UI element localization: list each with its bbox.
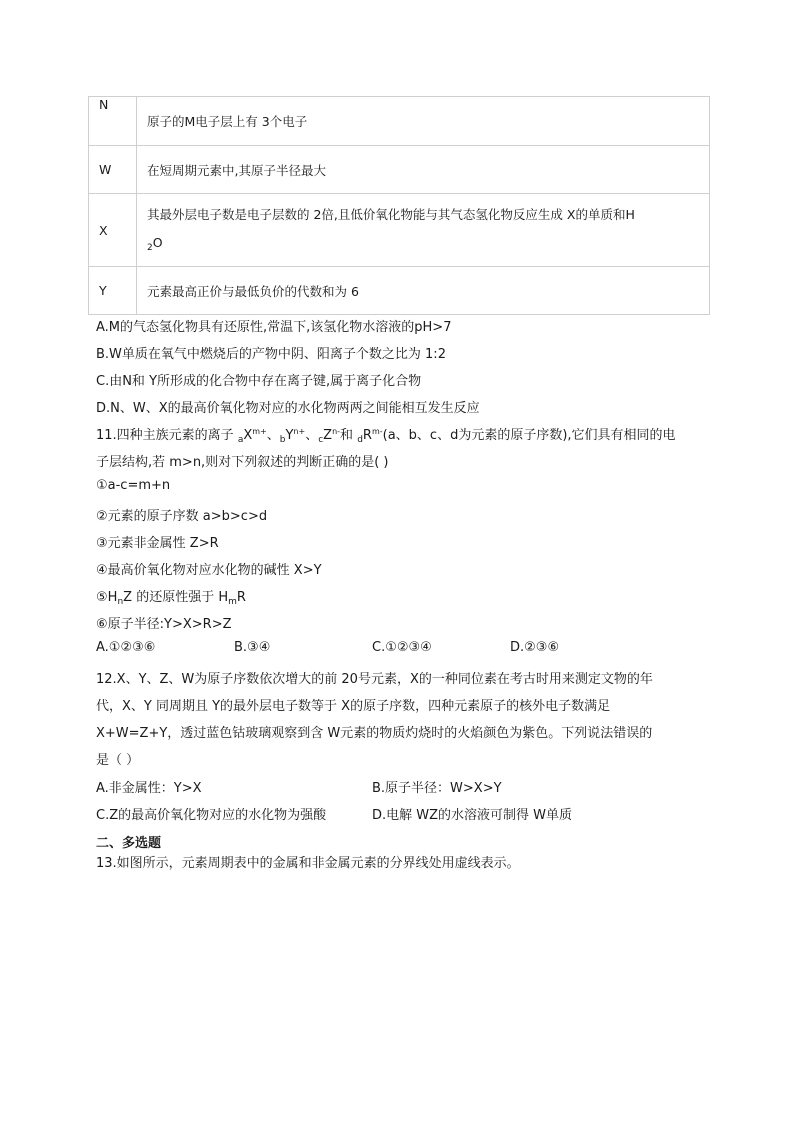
q11-option-c: C.①②③④	[372, 640, 432, 655]
q12-option-a: A.非金属性：Y>X	[96, 781, 202, 796]
q11-statement-6: ⑥原子半径:Y>X>R>Z	[96, 617, 232, 632]
table-row	[89, 97, 710, 146]
q10-option-c: C.由N和 Y所形成的化合物中存在离子键,属于离子化合物	[96, 374, 422, 389]
q11-statement-4: ④最高价氧化物对应水化物的碱性 X>Y	[96, 563, 322, 578]
q11-statement-5: $⑤H_nZ$ 的还原性强于 $H_mR$	[96, 590, 246, 607]
table-row	[89, 146, 710, 194]
q12-option-b: B.原子半径：W>X>Y	[372, 781, 502, 796]
q11-stem-line1: 11.四种主族元素的离子 $_aX^{m+}$、$_bY^{n+}$、$_cZ^{n-}$和 $_dR^{m-}(a$、b、c、d为元素的原子序数),它们具有相同的电	[96, 427, 676, 445]
q10-option-d: D.N、W、X的最高价氧化物对应的水化物两两之间能相互发生反应	[96, 401, 480, 416]
q11-option-b: B.③④	[234, 640, 271, 655]
q11-option-d: D.②③⑥	[510, 640, 560, 655]
element-info-table	[88, 96, 710, 315]
element-description: 元素最高正价与最低负价的代数和为 6	[137, 267, 710, 315]
q12-stem-line3: X+W=Z+Y，透过蓝色钴玻璃观察到含 W元素的物质灼烧时的火焰颜色为紫色。下列说法错误的	[96, 726, 653, 741]
q10-option-a: A.M的气态氢化物具有还原性,常温下,该氢化物水溶液的pH>7	[96, 320, 452, 335]
q12-option-c: C.Z的最高价氧化物对应的水化物为强酸	[96, 808, 327, 823]
element-description: 在短周期元素中,其原子半径最大	[137, 146, 710, 194]
table-row	[89, 267, 710, 315]
element-symbol: Y	[89, 267, 137, 315]
q12-stem-line2: 代，X、Y 同周期且 Y的最外层电子数等于 X的原子序数，四种元素原子的核外电子数满足	[96, 699, 611, 714]
element-description: 其最外层电子数是电子层数的 2倍,且低价氧化物能与其气态氢化物反应生成 X的单质和H $_2$O	[137, 194, 710, 267]
q11-statement-1: ①a-c=m+n	[96, 478, 171, 493]
table-row	[89, 194, 710, 267]
element-symbol: W	[89, 146, 137, 194]
q12-stem-line1: 12.X、Y、Z、W为原子序数依次增大的前 20号元素，X的一种同位素在考古时用来测定文物的年	[96, 672, 653, 687]
q12-option-d: D.电解 WZ的水溶液可制得 W单质	[372, 808, 573, 823]
q13-stem: 13.如图所示，元素周期表中的金属和非金属元素的分界线处用虚线表示。	[96, 856, 520, 871]
q11-option-a: A.①②③⑥	[96, 640, 156, 655]
q11-stem-line2: 子层结构,若 m>n,则对下列叙述的判断正确的是( )	[96, 455, 389, 470]
element-description: 原子的M电子层上有 3个电子	[137, 97, 710, 146]
q12-stem-line4: 是（ ）	[96, 753, 140, 768]
element-symbol: N	[89, 97, 137, 146]
q10-option-b: B.W单质在氧气中燃烧后的产物中阴、阳离子个数之比为 1:2	[96, 347, 446, 362]
q11-statement-3: ③元素非金属性 Z>R	[96, 536, 219, 551]
section-heading: 二、多选题	[96, 836, 162, 851]
element-symbol: X	[89, 194, 137, 267]
q11-statement-2: ②元素的原子序数 a>b>c>d	[96, 509, 268, 524]
